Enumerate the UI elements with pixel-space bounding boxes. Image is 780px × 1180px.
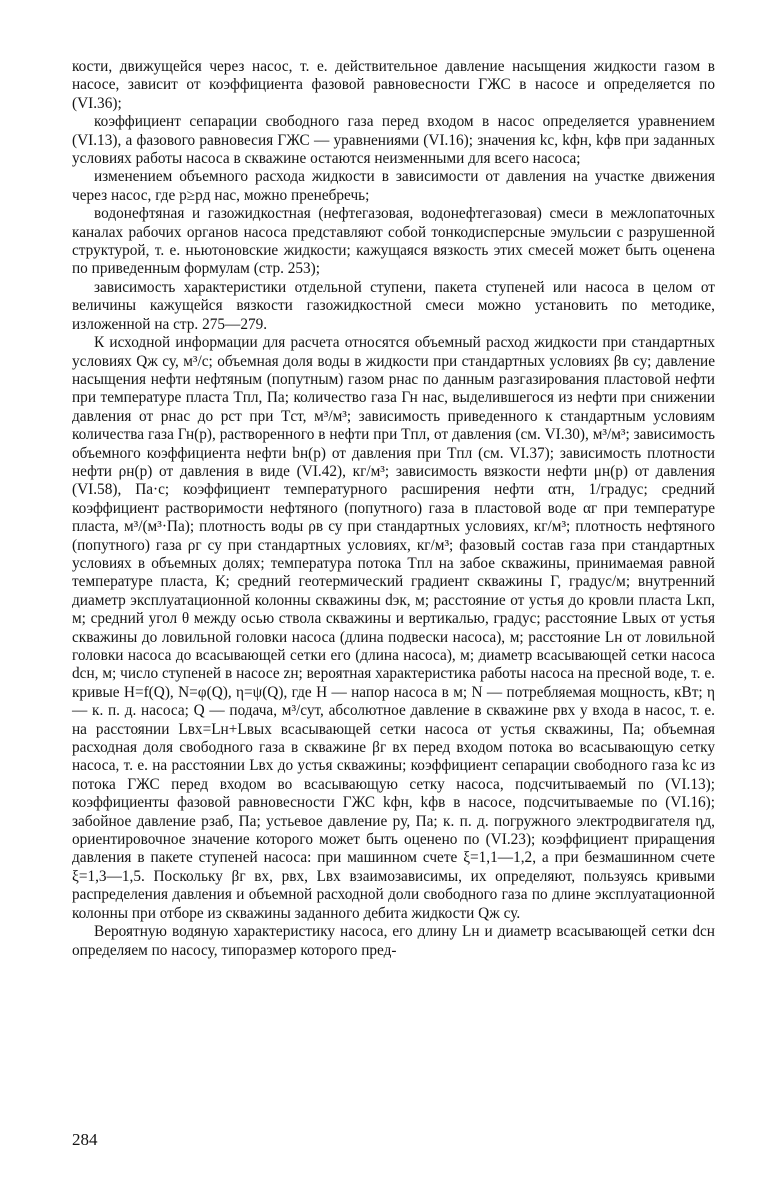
page-body bbox=[72, 58, 715, 960]
paragraph-5: зависимость характеристики отдельной ступени, пакета ступеней или насоса в целом от величины кажущейся вязкости газожидкостной смеси можно установить по методике, изложенной на стр. 275—279. bbox=[72, 278, 715, 333]
paragraph-1: кости, движущейся через насос, т. е. действительное давление насыщения жидкости газом в насосе, зависит от коэффициента фазовой равновесности ГЖС в насосе и определяется по (VI.36); bbox=[72, 58, 715, 112]
paragraph-2: коэффициент сепарации свободного газа перед входом в насос определяется уравнением (VI.13), а фазового равновесия ГЖС — уравнениями (VI.16); значения kс, kфн, kфв при заданных условиях работы насоса в скважине остаются неизменными для всего насоса; bbox=[72, 113, 715, 168]
page-number: 284 bbox=[72, 1130, 98, 1149]
paragraph-4: водонефтяная и газожидкостная (нефтегазовая, водонефтегазовая) смеси в межлопаточных каналах рабочих органов насоса представляют собой тонкодисперсные эмульсии с разрушенной структурой, т. е. ньютоновские жидкости; кажущаяся вязкость этих смесей может быть оценена по приведенным формулам (стр. 253); bbox=[72, 205, 715, 278]
paragraph-6: К исходной информации для расчета относятся объемный расход жидкости при стандартных условиях Qж су, м³/с; объемная доля воды в жидкости при стандартных условиях βв су; давление насыщения нефти нефтяным (попутным) газом pнас по данным разгазирования пластовой нефти при температуре пласта Tпл, Па; количество газа Гн нас, выделившегося из нефти при снижении давления от pнас до pст при Tст, м³/м³; зависимость приведенного к стандартным условиям количества газа Гн(p), растворенного в нефти при Tпл, от давления (см. VI.30), м³/м³; зависимость объемного коэффициента нефти bн(p) от давления при Tпл (см. VI.37); зависимость плотности нефти ρн(p) от давления в виде (VI.42), кг/м³; зависимость вязкости нефти μн(p) от давления (VI.58), Па·с; коэффициент температурного расширения нефти αтн, 1/градус; средний коэффициент растворимости нефтяного (попутного) газа в пластовой воде αг при температуре пласта, м³/(м³·Па); плотность воды ρв су при стандартных условиях, кг/м³; плотность нефтяного (попутного) газа ρг су при стандартных условиях, кг/м³; фазовый состав газа при стандартных условиях в объемных долях; температура потока Tпл на забое скважины, принимаемая равной температуре пласта, К; средний геотермический градиент скважины Г, градус/м; внутренний диаметр эксплуатационной колонны скважины dэк, м; расстояние от устья до кровли пласта Lкп, м; средний угол θ между осью ствола скважины и вертикалью, градус; расстояние Lвых от устья скважины до ловильной головки насоса (длина подвески насоса), м; расстояние Lн от ловильной головки насоса до всасывающей сетки его (длина насоса), м; диаметр всасывающей сетки насоса dсн, м; число ступеней в насосе zн; вероятная характеристика работы насоса на пресной воде, т. е. кривые H=f(Q), N=φ(Q), η=ψ(Q), где H — напор насоса в м; N — потребляемая мощность, кВт; η — к. п. д. насоса; Q — подача, м³/сут, абсолютное давление в скважине pвх у входа в насос, т. е. на расстоянии Lвх=Lн+Lвых всасывающей сетки насоса от устья скважины, Па; объемная расходная доля свободного газа в скважине βг вх перед входом потока во всасывающую сетку насоса, т. е. на расстоянии Lвх до устья скважины; коэффициент сепарации свободного газа kс из потока ГЖС перед входом во всасывающую сетку насоса, подсчитываемый по (VI.13); коэффициенты фазовой равновесности ГЖС kфн, kфв в насосе, подсчитываемые по (VI.16); забойное давление pзаб, Па; устьевое давление pу, Па; к. п. д. погружного электродвигателя ηд, ориентировочное значение которого может быть оценено по (VI.23); коэффициент приращения давления в пакете ступеней насоса: при машинном счете ξ=1,1—1,2, а при безмашинном счете ξ=1,3—1,5. Поскольку βг вх, pвх, Lвх взаимозависимы, их определяют, пользуясь кривыми распределения давления и объемной расходной доли свободного газа по длине эксплуатационной колонны при отборе из скважины заданного дебита жидкости Qж су. bbox=[72, 334, 715, 922]
paragraph-7: Вероятную водяную характеристику насоса, его длину Lн и диаметр всасывающей сетки dсн определяем по насосу, типоразмер которого пред- bbox=[72, 923, 715, 959]
paragraph-3: изменением объемного расхода жидкости в зависимости от давления на участке движения через насос, где p≥pд нас, можно пренебречь; bbox=[72, 168, 715, 204]
